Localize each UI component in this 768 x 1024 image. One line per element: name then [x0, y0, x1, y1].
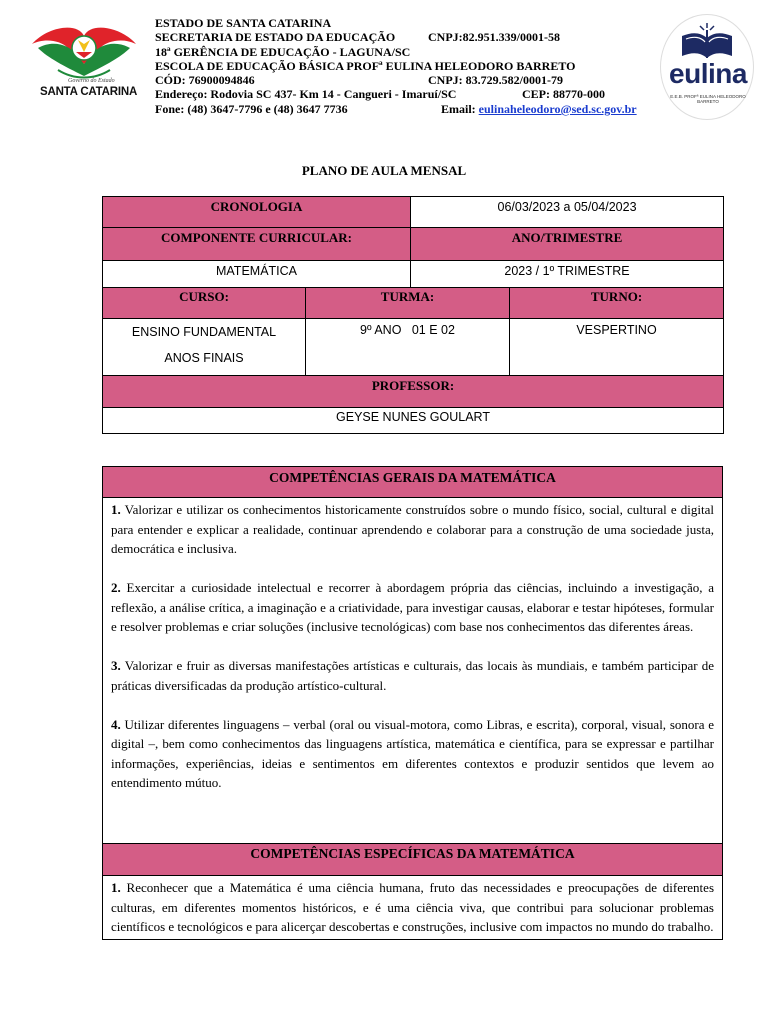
curso-value-line2: ANOS FINAIS [164, 351, 244, 365]
school-cep: CEP: 88770-000 [522, 87, 605, 102]
list-item: 4. Utilizar diferentes linguagens – verbal (oral ou visual-motora, como Libras, e escrita), corporal, visual, sonora e digital –, bem como conhecimentos das linguagens artística, matemática e científica, para se expressar e partilhar informações, experiências, ideias e sentimentos em diferentes contextos e produzir sentidos que levem ao entendimento mútuo. [111, 716, 714, 790]
cronologia-value: 06/03/2023 a 05/04/2023 [411, 197, 724, 228]
plan-info-table [102, 196, 724, 434]
header-line-fone [155, 102, 665, 116]
list-item: 3. Valorizar e fruir as diversas manifestações artísticas e culturais, das locais às mundiais, e também participar de práticas diversificadas da produção artístico-cultural. [111, 658, 714, 693]
cronologia-label: CRONOLOGIA [103, 197, 411, 228]
header-line-codigo [155, 73, 665, 87]
competencias-section [102, 466, 723, 940]
professor-label: PROFESSOR: [103, 376, 724, 408]
curso-label: CURSO: [103, 288, 306, 319]
header-line-endereco [155, 87, 665, 101]
email-label: Email: [441, 101, 476, 116]
componente-label: COMPONENTE CURRICULAR: [103, 228, 411, 261]
curso-value [103, 319, 306, 376]
turno-label: TURNO: [510, 288, 724, 319]
santa-catarina-logo [28, 18, 140, 102]
list-item: 1. Reconhecer que a Matemática é uma ciência humana, fruto das necessidades e preocupações de diferentes culturas, em diferentes momentos históricos, e é uma ciência viva, que contribui para solucionar problemas científicos e tecnológicos e para alicerçar descobertas e construções, inclusive com impactos no mundo do trabalho. [111, 880, 715, 934]
competencias-gerais-title: COMPETÊNCIAS GERAIS DA MATEMÁTICA [103, 467, 722, 498]
open-book-icon [678, 22, 736, 62]
turma-value: 9º ANO 01 E 02 [306, 319, 510, 376]
eulina-tagline: E.E.B. PROFª EULINA HELEODORO BARRETO [670, 94, 746, 104]
ano-trimestre-label: ANO/TRIMESTRE [411, 228, 724, 261]
eulina-wordmark: eulina [669, 58, 747, 89]
logo-caption: Governo do Estado [68, 78, 115, 84]
school-cnpj: CNPJ: 83.729.582/0001-79 [428, 73, 563, 88]
secretaria-name: SECRETARIA DE ESTADO DA EDUCAÇÃO [155, 30, 396, 45]
school-header [155, 16, 665, 116]
componente-value: MATEMÁTICA [103, 261, 411, 288]
logo-state-name: SANTA CATARINA [40, 86, 138, 98]
turma-label: TURMA: [306, 288, 510, 319]
professor-value: GEYSE NUNES GOULART [103, 408, 724, 434]
curso-value-line1: ENSINO FUNDAMENTAL [131, 325, 277, 339]
header-line-gerencia: 18ª GERÊNCIA DE EDUCAÇÃO - LAGUNA/SC [155, 44, 411, 59]
page-title: PLANO DE AULA MENSAL [301, 163, 467, 178]
secretaria-cnpj: CNPJ:82.951.339/0001-58 [428, 30, 560, 45]
header-line-secretaria [155, 30, 665, 44]
ano-trimestre-value: 2023 / 1º TRIMESTRE [411, 261, 724, 288]
header-line-escola: ESCOLA DE EDUCAÇÃO BÁSICA PROFª EULINA HELEODORO BARRETO [155, 58, 576, 73]
school-code: CÓD: 76900094846 [155, 73, 255, 88]
school-address: Endereço: Rodovia SC 437- Km 14 - Cangueri - Imaruí/SC [155, 87, 457, 102]
competencias-gerais-list [103, 498, 722, 843]
email-link[interactable]: eulinaheleodoro@sed.sc.gov.br [478, 101, 637, 116]
list-item: 1. Valorizar e utilizar os conhecimentos historicamente construídos sobre o mundo físico, social, cultural e digital para entender e explicar a realidade, continuar aprendendo e colaborar para a construção de uma sociedade justa, democrática e inclusiva. [111, 502, 714, 556]
competencias-especificas-list [103, 876, 722, 939]
list-item: 2. Exercitar a curiosidade intelectual e recorrer à abordagem própria das ciências, incluindo a investigação, a reflexão, a análise crítica, a imaginação e a criatividade, para investigar causas, elaborar e testar hipóteses, formular e resolver problemas e criar soluções (inclusive tecnológicas) com base nos conhecimentos das diferentes áreas. [111, 580, 715, 634]
eulina-logo [660, 14, 754, 122]
competencias-especificas-title: COMPETÊNCIAS ESPECÍFICAS DA MATEMÁTICA [103, 843, 722, 876]
header-line-state: ESTADO DE SANTA CATARINA [155, 16, 332, 30]
school-phone: Fone: (48) 3647-7796 e (48) 3647 7736 [155, 101, 348, 116]
turno-value: VESPERTINO [510, 319, 724, 376]
